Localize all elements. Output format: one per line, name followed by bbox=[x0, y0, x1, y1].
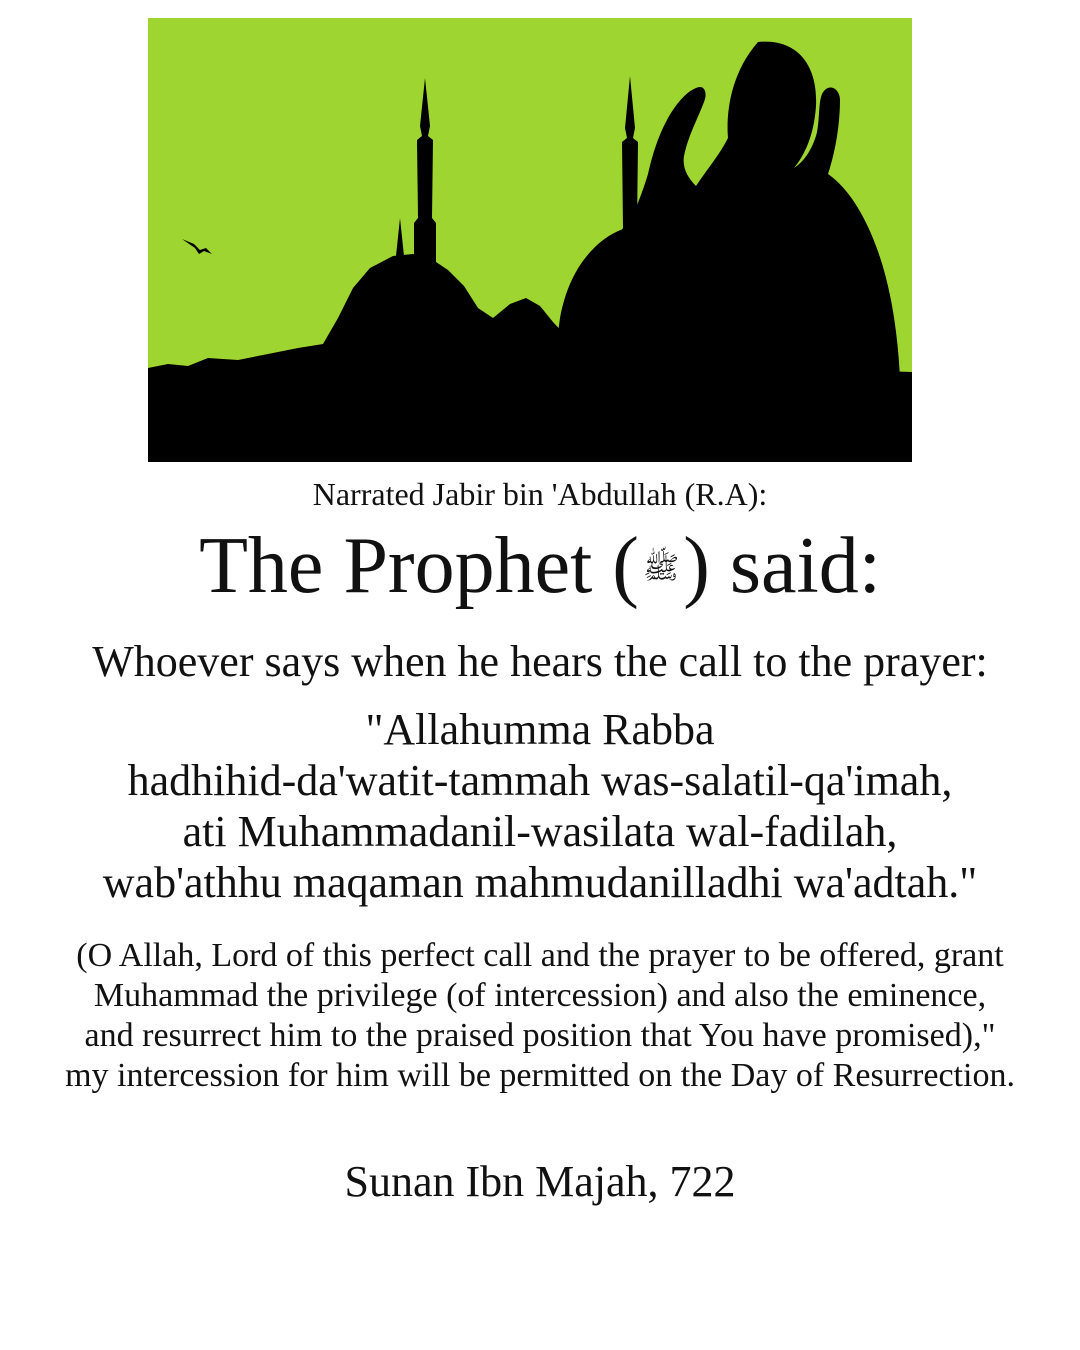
bird-icon bbox=[182, 239, 212, 254]
dua-line: ati Muhammadanil-wasilata wal-fadilah, bbox=[182, 807, 898, 856]
muezzin-silhouette bbox=[548, 42, 912, 462]
minaret-left bbox=[414, 78, 436, 348]
headline-before: The Prophet ( bbox=[199, 522, 639, 610]
headline-after: ) said: bbox=[683, 522, 881, 610]
mosque-silhouette-icon bbox=[148, 18, 912, 462]
translation-line: and resurrect him to the praised position that You have promised)," bbox=[84, 1017, 996, 1054]
headline bbox=[0, 520, 1080, 612]
hadith-intro: Whoever says when he hears the call to the prayer: bbox=[92, 637, 988, 686]
mosque-muezzin-image bbox=[148, 18, 912, 462]
dua-line: "Allahumma Rabba bbox=[365, 705, 715, 754]
translation-line: my intercession for him will be permitted on the Day of Resurrection. bbox=[65, 1057, 1015, 1094]
dua-line: hadhihid-da'watit-tammah was-salatil-qa'imah, bbox=[127, 756, 953, 805]
translation-line: Muhammad the privilege (of intercession) and also the eminence, bbox=[93, 977, 987, 1014]
translation-line: (O Allah, Lord of this perfect call and the prayer to be offered, grant bbox=[76, 937, 1004, 974]
narrator-line: Narrated Jabir bin 'Abdullah (R.A): bbox=[312, 476, 768, 512]
honorific-glyph: ﷺ bbox=[642, 551, 680, 586]
dua-line: wab'athhu maqaman mahmudanilladhi wa'adtah." bbox=[102, 858, 978, 907]
translation-block bbox=[0, 936, 1080, 1096]
dua-block bbox=[0, 704, 1080, 908]
source-citation: Sunan Ibn Majah, 722 bbox=[344, 1157, 736, 1206]
